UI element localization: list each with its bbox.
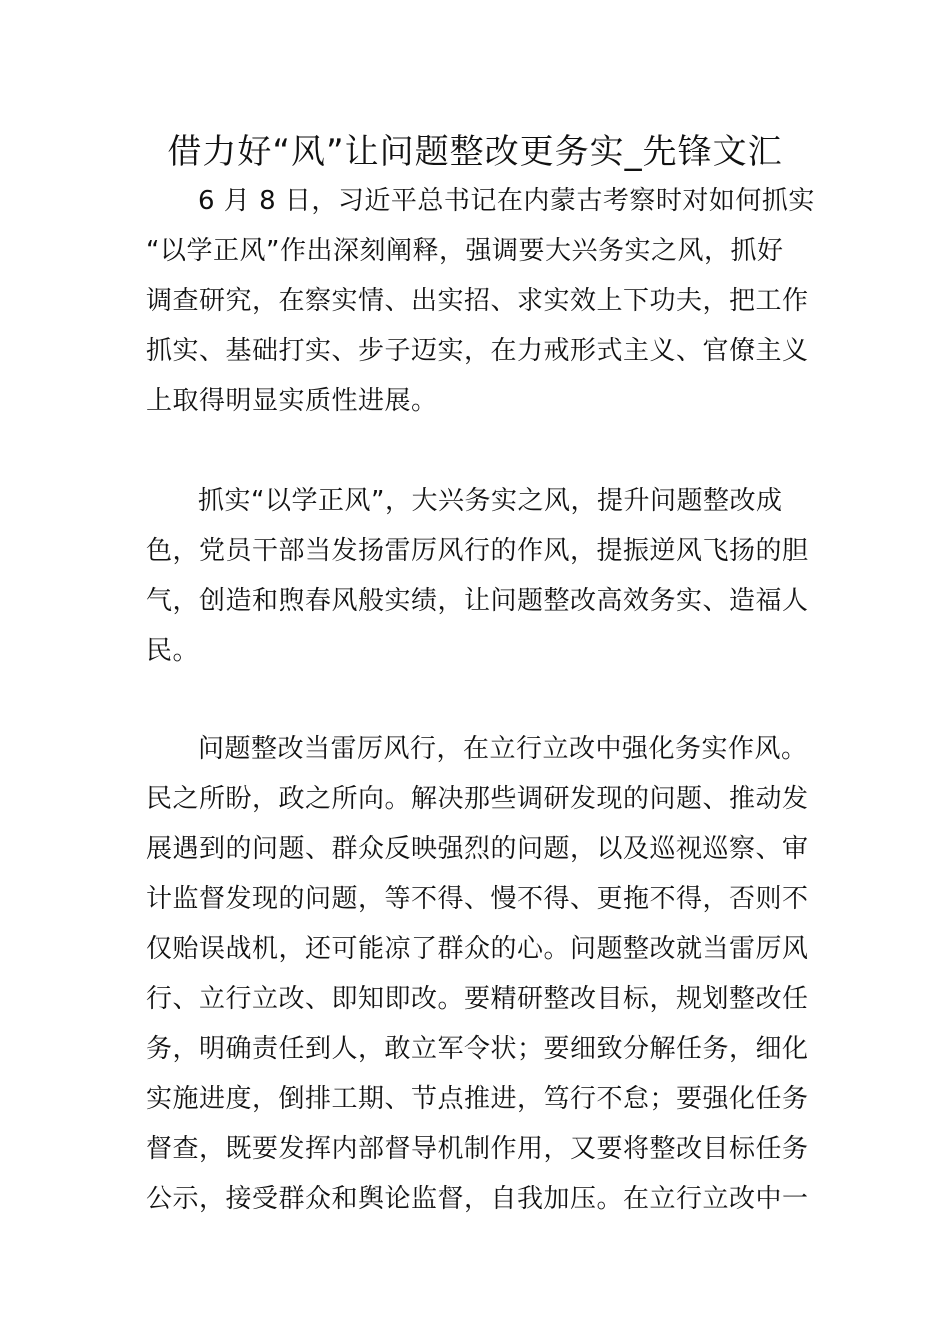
- paragraph-line: 公示，接受群众和舆论监督，自我加压。在立行立改中一: [146, 1184, 809, 1214]
- paragraph-line: 民之所盼，政之所向。解决那些调研发现的问题、推动发: [146, 784, 809, 814]
- paragraph-line: 问题整改当雷厉风行，在立行立改中强化务实作风。: [198, 734, 808, 764]
- paragraph-line: 6 月 8 日，习近平总书记在内蒙古考察时对如何抓实: [198, 186, 815, 216]
- paragraph-2: [146, 476, 814, 676]
- paragraph-line: 务，明确责任到人，敢立军令状；要细致分解任务，细化: [146, 1034, 809, 1064]
- paragraph-line: 计监督发现的问题，等不得、慢不得、更拖不得，否则不: [146, 884, 809, 914]
- paragraph-3: [146, 724, 814, 1224]
- paragraph-line: 色，党员干部当发扬雷厉风行的作风，提振逆风飞扬的胆: [146, 536, 809, 566]
- paragraph-line: 实施进度，倒排工期、节点推进，笃行不怠；要强化任务: [146, 1084, 809, 1114]
- paragraph-line: 气，创造和煦春风般实绩，让问题整改高效务实、造福人: [146, 586, 809, 616]
- document-title: 借力好“风”让问题整改更务实_先锋文汇: [167, 132, 783, 172]
- paragraph-1: [146, 176, 814, 426]
- paragraph-line: 民。: [146, 636, 200, 666]
- paragraph-line: 抓实、基础打实、步子迈实，在力戒形式主义、官僚主义: [146, 336, 809, 366]
- paragraph-line: 仅贻误战机，还可能凉了群众的心。问题整改就当雷厉风: [146, 934, 809, 964]
- paragraph-line: 调查研究，在察实情、出实招、求实效上下功夫，把工作: [146, 286, 809, 316]
- paragraph-line: 抓实“以学正风”，大兴务实之风，提升问题整改成: [198, 486, 783, 516]
- paragraph-line: 上取得明显实质性进展。: [146, 386, 438, 416]
- paragraph-line: 行、立行立改、即知即改。要精研整改目标，规划整改任: [146, 984, 809, 1014]
- paragraph-line: “以学正风”作出深刻阐释，强调要大兴务实之风，抓好: [146, 236, 784, 266]
- paragraph-line: 展遇到的问题、群众反映强烈的问题，以及巡视巡察、审: [146, 834, 809, 864]
- paragraph-line: 督查，既要发挥内部督导机制作用，又要将整改目标任务: [146, 1134, 809, 1164]
